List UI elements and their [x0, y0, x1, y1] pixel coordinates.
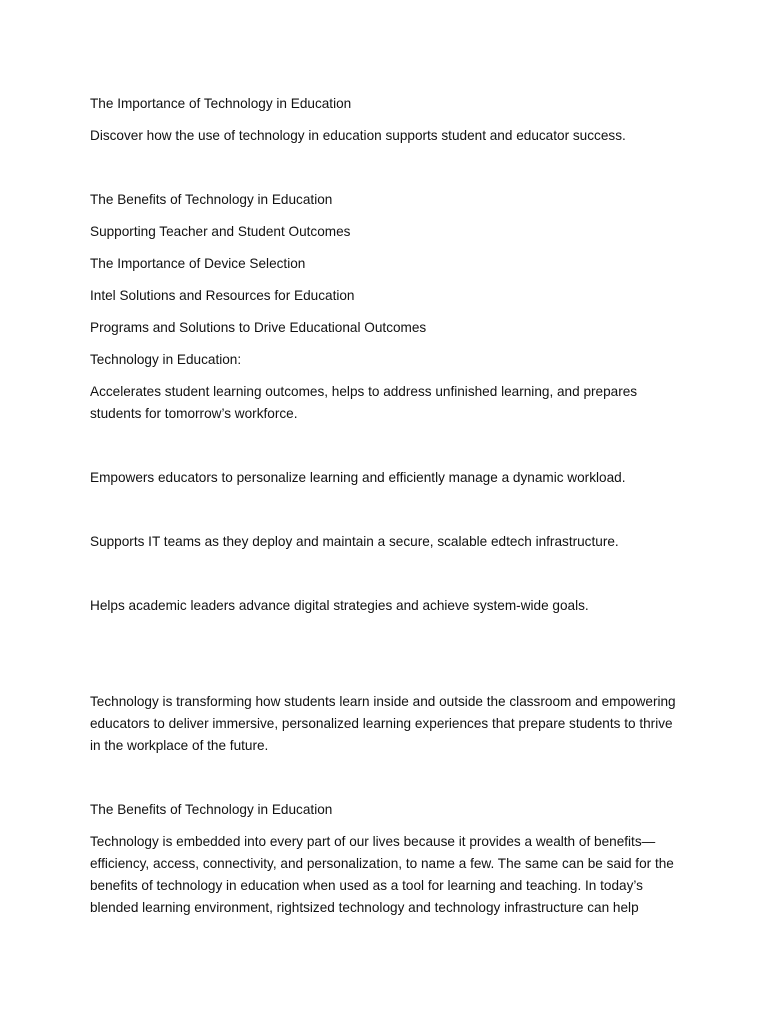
list-item-leaders: Helps academic leaders advance digital strategies and achieve system-wide goals. — [90, 598, 589, 613]
list-item-students: Accelerates student learning outcomes, helps to address unfinished learning, and prepares students for tomorrow’s workforce. — [90, 384, 638, 421]
section-link-benefits: The Benefits of Technology in Education — [90, 192, 333, 207]
blank-line — [90, 435, 682, 467]
document-title: The Importance of Technology in Education — [90, 96, 352, 111]
benefits-paragraph: Technology is embedded into every part of our lives because it provides a wealth of benefits—efficiency, access, connectivity, and personalization, to name a few. The same can be said for the benefits of technology in education when used as a tool for learning and teaching. In today’s blended learning environment, rightsized technology and technology infrastructure can help — [90, 834, 674, 915]
section-link-outcomes: Supporting Teacher and Student Outcomes — [90, 224, 351, 239]
list-heading: Technology in Education: — [90, 352, 242, 367]
blank-line — [90, 499, 682, 531]
blank-line — [90, 627, 682, 691]
blank-line — [90, 563, 682, 595]
section-link-device-selection: The Importance of Device Selection — [90, 256, 306, 271]
list-item-it-teams: Supports IT teams as they deploy and maintain a secure, scalable edtech infrastructure. — [90, 534, 619, 549]
list-item-educators: Empowers educators to personalize learning and efficiently manage a dynamic workload. — [90, 470, 626, 485]
section-link-programs: Programs and Solutions to Drive Educational Outcomes — [90, 320, 427, 335]
section-heading-benefits: The Benefits of Technology in Education — [90, 802, 333, 817]
intro-paragraph: Discover how the use of technology in education supports student and educator success. — [90, 128, 626, 143]
blank-line — [90, 157, 682, 189]
transformation-paragraph: Technology is transforming how students learn inside and outside the classroom and empowering educators to deliver immersive, personalized learning experiences that prepare students to thrive in the workplace of the future. — [90, 694, 676, 753]
document-body — [90, 93, 682, 929]
section-link-intel-solutions: Intel Solutions and Resources for Education — [90, 288, 355, 303]
blank-line — [90, 767, 682, 799]
